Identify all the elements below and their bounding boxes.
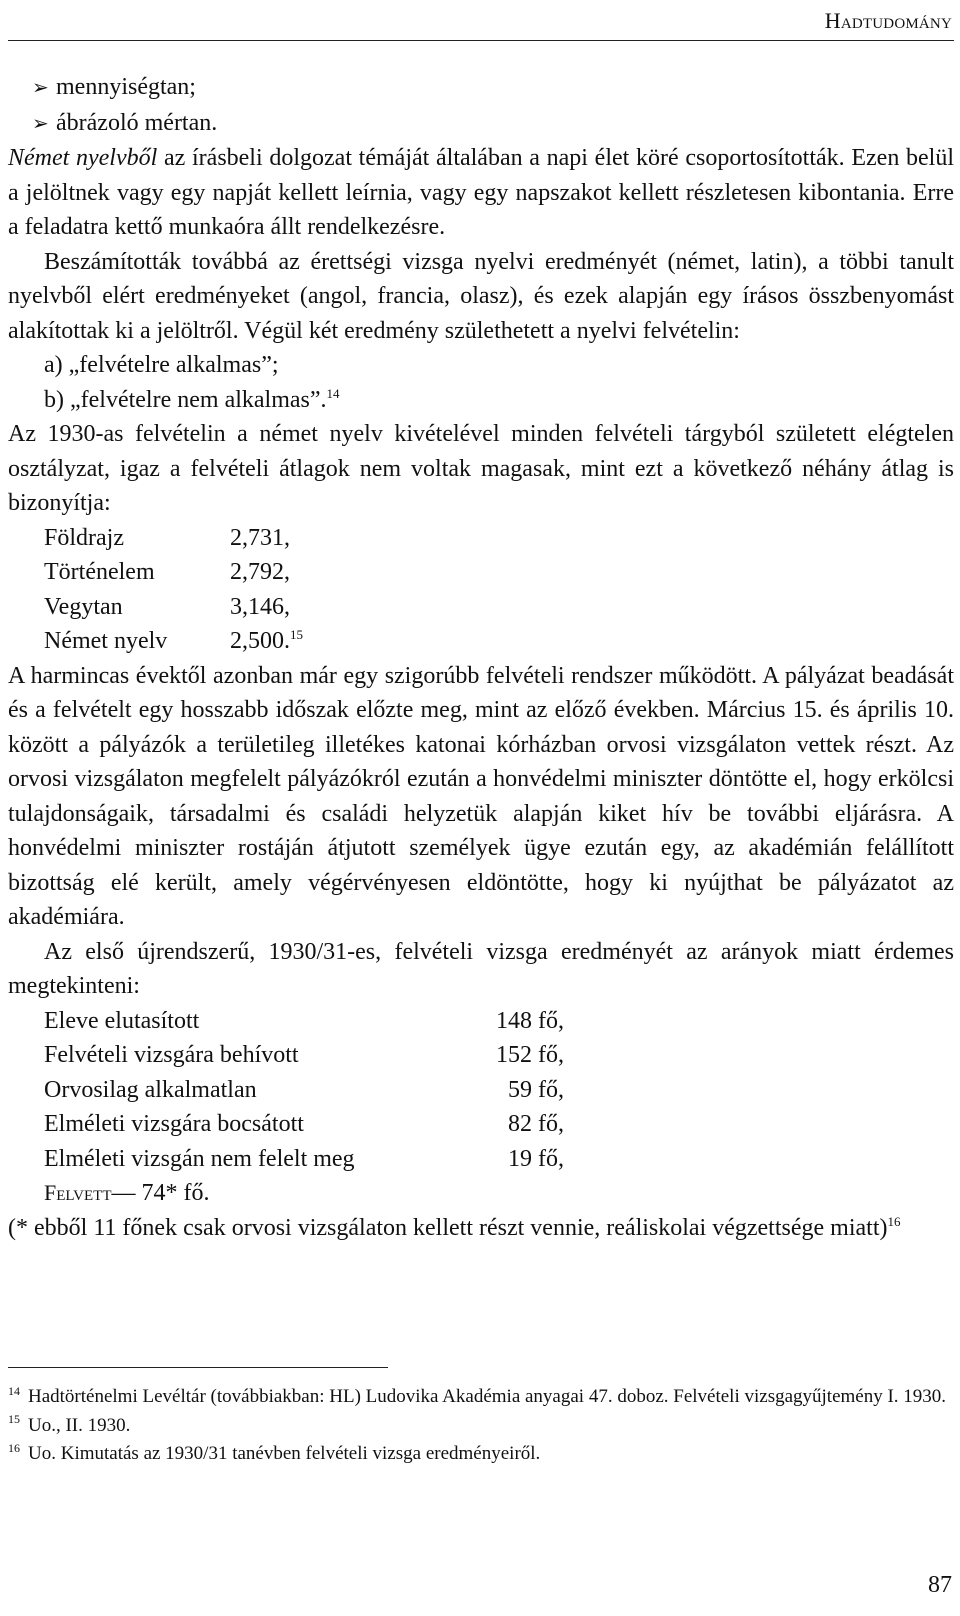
- asterisk-note: (* ebből 11 főnek csak orvosi vizsgálaton kellett részt vennie, reáliskolai végzettsége miatt)$^{16}$: [8, 1213, 901, 1241]
- running-header: [8, 6, 954, 41]
- table-row: Felvételi vizsgára behívott 152 fő,: [44, 1042, 564, 1068]
- table-row: Elméleti vizsgára bocsátott 82 fő,: [44, 1111, 564, 1137]
- table-row: Orvosilag alkalmatlan 59 fő,: [44, 1076, 564, 1103]
- page-number: 87: [928, 1572, 952, 1598]
- table-row: Történelem 2,792,: [44, 559, 290, 585]
- footnote-ref: 16: [887, 1213, 901, 1229]
- main-text: [8, 70, 954, 1245]
- table-row: Földrajz 2,731,: [44, 524, 290, 551]
- paragraph-german-exam: Német nyelvből az írásbeli dolgozat témáját általában a napi élet köré csoportosították. Ezen belül a jelöltnek vagy egy napját kellett leírnia, vagy egy napszakot kellett részletesen kibontania. Erre a feladatra kettő munkaóra állt rendelkezésre.: [8, 145, 955, 240]
- list-item: ➢ mennyiségtan;: [8, 70, 954, 106]
- results-table: [8, 1004, 954, 1211]
- footnote: 16 Uo. Kimutatás az 1930/31 tanévben felvételi vizsga eredményeiről.: [8, 1440, 541, 1464]
- footnote: 14 Hadtörténelmi Levéltár (továbbiakban: HL) Ludovika Akadémia anyagai 47. doboz. Felvételi vizsgagyűjtemény I. 1930.: [8, 1383, 947, 1407]
- felvett-row: Felvett — 74* fő.: [44, 1180, 210, 1206]
- journal-title: Hadtudomány: [824, 8, 952, 33]
- option-a: a) „felvételre alkalmas”;: [44, 352, 279, 378]
- paragraph-new-system: A harmincas évektől azonban már egy szigorúbb felvételi rendszer működött. A pályázat beadását és a felvételt egy hosszabb időszak előzte meg, mint az előző években. Március 15. és április 10. között a pályázók a területileg illetékes katonai kórházban orvosi vizsgálaton vettek részt. Az orvosi vizsgálaton megfelelt pályázókról ezután a honvédelmi miniszter döntötte el, hogy erkölcsi tulajdonságaik, társadalmi és családi helyzetük alapján kiket hív be további eljárásra. A honvédelmi miniszter rostáján átjutott személyek ügye ezután egy, az akadémián felállított bizottság elé került, amely végérvényesen eldöntötte, hogy ki nyújthat be pályázatot az akadémiára.: [8, 662, 954, 930]
- list-item: ➢ ábrázoló mértan.: [8, 106, 954, 142]
- footnote-divider: [8, 1367, 388, 1368]
- footnote-ref: 15: [290, 627, 303, 642]
- arrow-bullet-icon: ➢: [32, 77, 49, 99]
- footnotes: [8, 1383, 954, 1469]
- footnote: 15 Uo., II. 1930.: [8, 1412, 131, 1436]
- paragraph-1930-exam: Az 1930-as felvételin a német nyelv kivételével minden felvételi tárgyból született elégtelen osztályzat, igaz a felvételi átlagok nem voltak magasak, mint ezt a következő néhány átlag is bizonyítja:: [8, 421, 954, 516]
- table-row: Vegytan 3,146,: [44, 593, 290, 620]
- paragraph-language-results: Beszámították továbbá az érettségi vizsga nyelvi eredményét (német, latin), a többi tanult nyelvből elért eredményeket (angol, francia, olasz), és ezek alapján egy írásos összbenyomást alakítottak ki a jelöltről. Végül két eredmény születhetett a nyelvi felvételin:: [8, 248, 954, 344]
- table-row: Elméleti vizsgán nem felelt meg 19 fő,: [44, 1145, 564, 1172]
- paragraph-first-exam: Az első újrendszerű, 1930/31-es, felvételi vizsga eredményét az arányok miatt érdemes megtekinteni:: [8, 938, 954, 999]
- arrow-bullet-icon: ➢: [32, 112, 49, 135]
- option-b: b) „felvételre nem alkalmas”.$^{14}$: [44, 385, 340, 413]
- averages-table: [8, 521, 954, 659]
- footnote-ref: 14: [326, 385, 340, 401]
- table-row: Eleve elutasított 148 fő,: [44, 1007, 564, 1034]
- table-row: Német nyelv 2,500.15: [44, 627, 303, 654]
